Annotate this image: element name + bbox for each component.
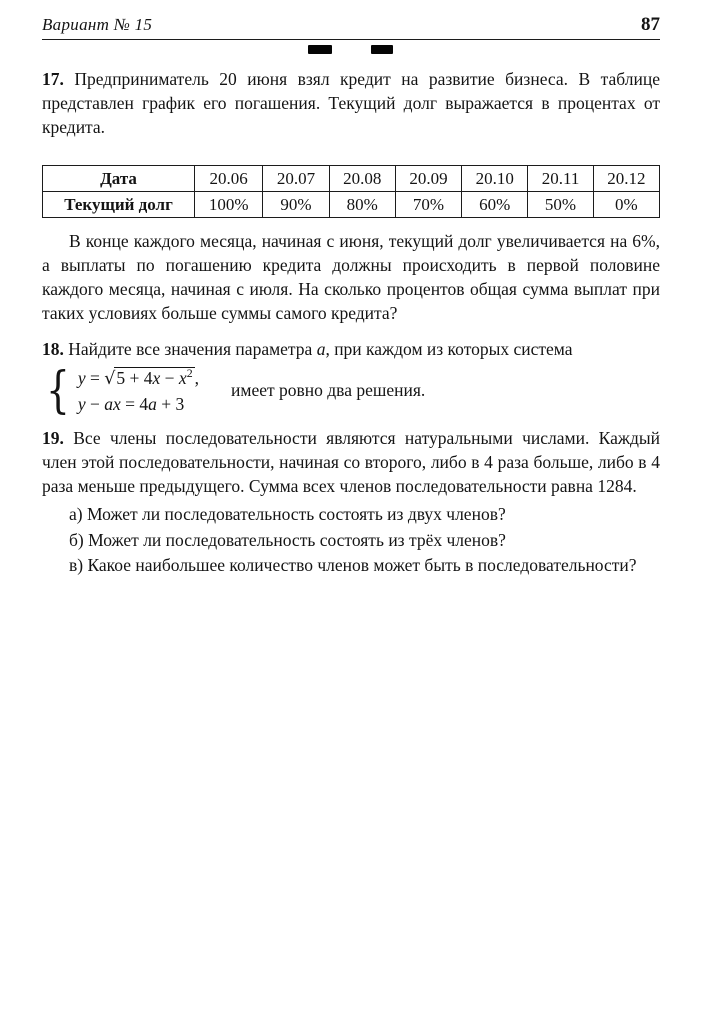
root-x2: x — [178, 367, 187, 388]
equation-1 — [78, 366, 199, 389]
scan-artifact — [371, 45, 393, 54]
problem-17-intro-text: Предприниматель 20 июня взял кредит на развитие бизнеса. В таблице представлен график его погашения. Текущий долг выражается в процентах от кредита. — [42, 69, 660, 137]
eq1-y: y — [77, 367, 86, 388]
table-cell-debt: 70% — [395, 192, 461, 218]
eq2-plus3: + 3 — [156, 393, 185, 414]
table-cell-debt: 50% — [528, 192, 593, 218]
table-cell-date: 20.08 — [329, 166, 395, 192]
problem-19-item-a: а) Может ли последовательность состоять из двух членов? — [69, 503, 506, 524]
problem-17-intro — [42, 68, 660, 139]
variant-label: Вариант № 15 — [42, 15, 153, 34]
scan-artifact — [308, 45, 332, 54]
table-cell-debt: 90% — [263, 192, 329, 218]
parameter-a: a — [316, 338, 326, 359]
problem-17-body: В конце каждого месяца, начиная с июня, текущий долг увеличивается на 6%, а выплаты по погашению кредита должны происходить в первой половине каждого месяца, начиная с июля. На сколько процентов общая сумма выплат при таких условиях больше суммы самого кредита? — [42, 231, 660, 323]
table-cell-date: 20.10 — [462, 166, 528, 192]
problem-18-number: 18. — [42, 338, 64, 359]
problem-17-number: 17. — [42, 69, 64, 89]
problem-18 — [42, 338, 660, 420]
eq2-minus: − — [85, 393, 105, 414]
problem-19-intro-text: Все члены последовательности являются натуральными числами. Каждый член этой последовательности, начиная со второго, либо в 4 раза больше, либо в 4 раза меньше предыдущего. Сумма всех членов последовательности равна 1284. — [42, 428, 660, 496]
table-cell-date: 20.07 — [263, 166, 329, 192]
table-cell-debt: 0% — [593, 192, 659, 218]
eq2-a: a — [148, 393, 157, 414]
table-cell-date: 20.06 — [195, 166, 263, 192]
root-minus: − — [160, 367, 179, 388]
root-x1: x — [152, 367, 161, 388]
table-header-debt: Текущий долг — [43, 192, 195, 218]
problem-19-intro — [42, 427, 660, 498]
table-header-date: Дата — [43, 166, 195, 192]
repayment-table — [42, 165, 660, 218]
root-part1: 5 + 4 — [116, 367, 153, 388]
eq2-y: y — [77, 393, 86, 414]
table-row-debt — [43, 192, 660, 218]
eq2-ax: ax — [104, 393, 121, 414]
eq1-equals: = — [85, 367, 105, 388]
table-cell-date: 20.12 — [593, 166, 659, 192]
scan-artifacts — [42, 40, 660, 56]
page-header — [42, 14, 660, 36]
problem-18-intro — [42, 338, 660, 362]
page-number: 87 — [641, 14, 660, 35]
equation-2 — [78, 394, 199, 415]
problem-18-intro-after: , при каждом из которых система — [325, 338, 573, 359]
table-cell-debt: 100% — [195, 192, 263, 218]
root-exponent: 2 — [186, 365, 193, 380]
under-root — [114, 367, 194, 388]
eq1-comma: , — [194, 367, 200, 388]
problem-19-number: 19. — [42, 428, 64, 449]
table-cell-debt: 60% — [462, 192, 528, 218]
problem-18-intro-before: Найдите все значения параметра — [68, 338, 317, 359]
curly-brace: { — [45, 361, 70, 420]
eq2-equals4: = 4 — [120, 393, 149, 414]
problem-19-item-v: в) Какое наибольшее количество членов может быть в последовательности? — [69, 555, 637, 576]
table-row-dates — [43, 166, 660, 192]
table-cell-date: 20.11 — [528, 166, 593, 192]
problem-19-item-b: б) Может ли последовательность состоять из трёх членов? — [69, 529, 506, 550]
table-cell-debt: 80% — [329, 192, 395, 218]
table-cell-date: 20.09 — [395, 166, 461, 192]
radical-sign: √ — [104, 368, 116, 389]
equation-system — [42, 361, 660, 420]
equations — [78, 366, 199, 415]
problem-18-tail: имеет ровно два решения. — [231, 379, 426, 400]
